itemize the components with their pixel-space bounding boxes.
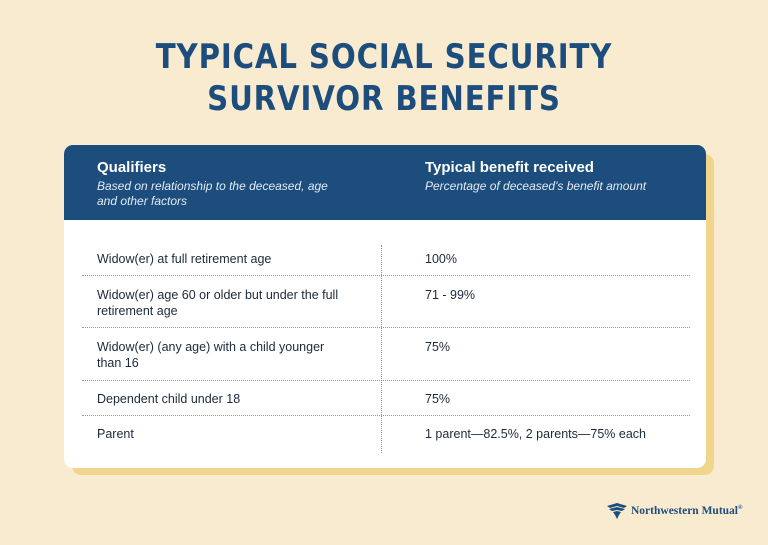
- row-qualifier: Widow(er) at full retirement age: [97, 252, 272, 266]
- header-qualifiers-title: Qualifiers: [97, 159, 167, 176]
- header-qualifiers-subtitle: Based on relationship to the deceased, age and other factors: [97, 179, 328, 208]
- row-qualifier: Widow(er) age 60 or older but under the full retirement age: [97, 288, 339, 318]
- table-row: [82, 242, 690, 276]
- header-benefit-subtitle: Percentage of deceased's benefit amount: [425, 179, 647, 193]
- row-qualifier: Widow(er) (any age) with a child younger than 16: [97, 340, 325, 370]
- row-qualifier: Dependent child under 18: [97, 392, 241, 406]
- row-qualifier: Parent: [97, 427, 134, 441]
- logo-wordmark: Northwestern Mutual®: [631, 505, 743, 517]
- table-row: [82, 416, 690, 456]
- header-qualifiers: [97, 159, 337, 209]
- northwestern-mutual-logo: [606, 502, 742, 520]
- northwestern-mutual-eagle-icon: [606, 503, 628, 519]
- benefits-table: [64, 145, 706, 468]
- row-benefit: 75%: [425, 340, 451, 354]
- table-row: [82, 276, 690, 328]
- page-title-line-1: TYPICAL SOCIAL SECURITY: [155, 37, 613, 77]
- header-benefit-title: Typical benefit received: [425, 159, 594, 176]
- header-benefit: [425, 159, 685, 194]
- table-row: [82, 381, 690, 416]
- table-row: [82, 328, 690, 381]
- row-benefit: 71 - 99%: [425, 288, 476, 302]
- page-title: [54, 36, 714, 120]
- page-title-line-2: SURVIVOR BENEFITS: [207, 79, 561, 119]
- row-benefit: 75%: [425, 392, 451, 406]
- row-benefit: 1 parent—82.5%, 2 parents—75% each: [425, 427, 646, 441]
- table-header: [64, 145, 706, 220]
- row-benefit: 100%: [425, 252, 457, 266]
